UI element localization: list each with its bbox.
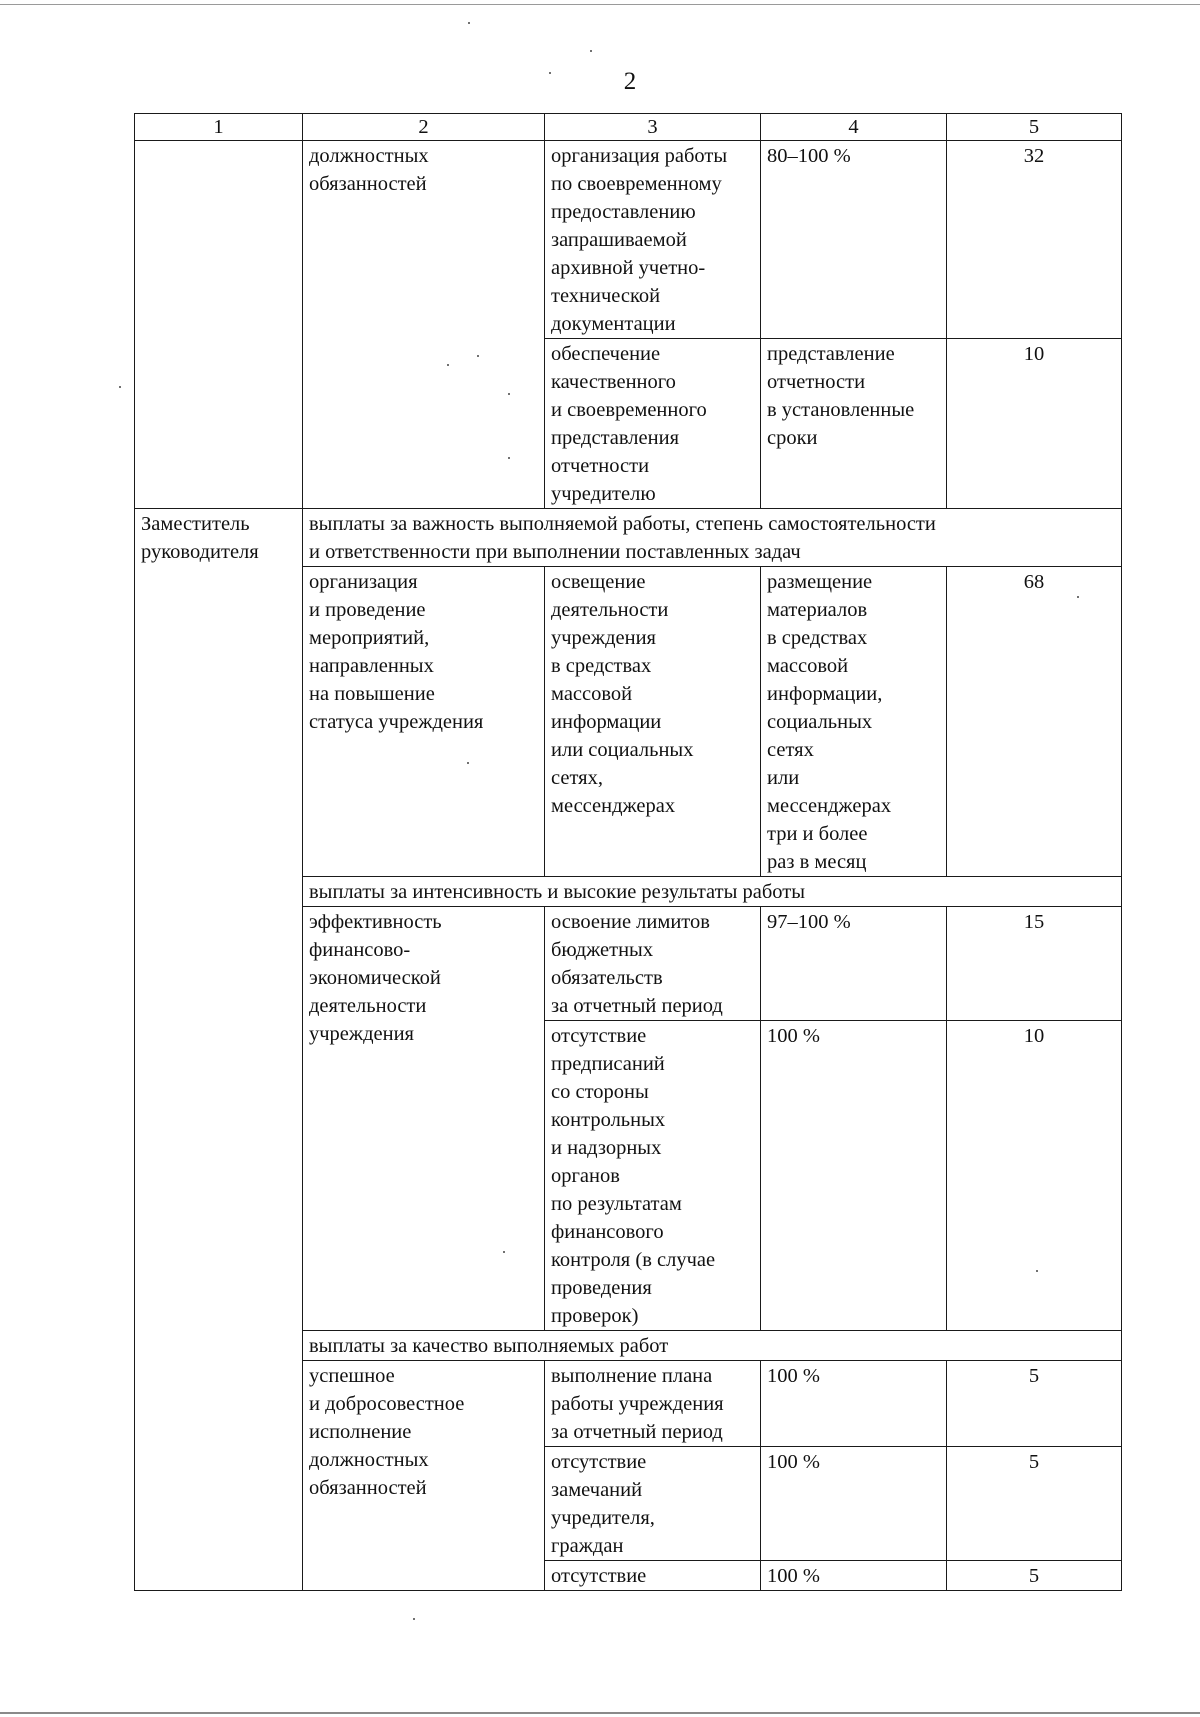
criterion-cell: отсутствие предписаний со стороны контрольных и надзорных органов по результатам финансового контроля (в случае проведения проверок) [545, 1021, 761, 1331]
points-cell: 10 [947, 1021, 1122, 1331]
position-cell: Заместитель руководителя [135, 509, 303, 1591]
points-cell: 15 [947, 907, 1122, 1021]
points-cell: 10 [947, 339, 1122, 509]
scan-speck [413, 1618, 415, 1620]
scan-speck [503, 1251, 505, 1253]
scan-speck [549, 72, 551, 74]
scan-speck [508, 393, 510, 395]
criterion-cell: выполнение плана работы учреждения за отчетный период [545, 1361, 761, 1447]
scan-speck [508, 457, 510, 459]
scan-edge-bottom [0, 1712, 1200, 1714]
header-cell: 5 [947, 114, 1122, 141]
criterion-cell: организация работы по своевременному предоставлению запрашиваемой архивной учетно- технической документации [545, 141, 761, 339]
indicator-cell: должностных обязанностей [303, 141, 545, 509]
points-cell: 5 [947, 1447, 1122, 1561]
scan-edge-top [0, 4, 1200, 5]
scan-speck [477, 355, 479, 357]
condition-cell: 100 % [761, 1361, 947, 1447]
indicator-cell: организация и проведение мероприятий, направленных на повышение статуса учреждения [303, 567, 545, 877]
condition-cell: размещение материалов в средствах массовой информации, социальных сетях или мессенджерах три и более раз в месяц [761, 567, 947, 877]
condition-cell: 80–100 % [761, 141, 947, 339]
points-cell: 68 [947, 567, 1122, 877]
section-heading: выплаты за интенсивность и высокие результаты работы [303, 877, 1122, 907]
section-heading: выплаты за качество выполняемых работ [303, 1331, 1122, 1361]
criterion-cell: отсутствие [545, 1561, 761, 1591]
section-row [135, 509, 1122, 567]
header-cell: 1 [135, 114, 303, 141]
criterion-cell: отсутствие замечаний учредителя, граждан [545, 1447, 761, 1561]
header-cell: 3 [545, 114, 761, 141]
scan-speck [119, 386, 121, 388]
table-header-row [135, 114, 1122, 141]
scan-speck [1036, 1270, 1038, 1272]
scan-speck [590, 50, 592, 52]
header-cell: 4 [761, 114, 947, 141]
condition-cell: 100 % [761, 1561, 947, 1591]
criterion-cell: освоение лимитов бюджетных обязательств за отчетный период [545, 907, 761, 1021]
position-cell-empty [135, 141, 303, 509]
criteria-table [134, 113, 1122, 1591]
points-cell: 32 [947, 141, 1122, 339]
indicator-cell: успешное и добросовестное исполнение должностных обязанностей [303, 1361, 545, 1591]
condition-cell: 100 % [761, 1021, 947, 1331]
points-cell: 5 [947, 1561, 1122, 1591]
criterion-cell: освещение деятельности учреждения в средствах массовой информации или социальных сетях, мессенджерах [545, 567, 761, 877]
section-heading: выплаты за важность выполняемой работы, степень самостоятельности и ответственности при выполнении поставленных задач [303, 509, 1122, 567]
condition-cell: представление отчетности в установленные сроки [761, 339, 947, 509]
criterion-cell: обеспечение качественного и своевременного представления отчетности учредителю [545, 339, 761, 509]
indicator-cell: эффективность финансово- экономической деятельности учреждения [303, 907, 545, 1331]
table-row [135, 141, 1122, 339]
page-number: 2 [623, 68, 637, 95]
condition-cell: 100 % [761, 1447, 947, 1561]
points-cell: 5 [947, 1361, 1122, 1447]
header-cell: 2 [303, 114, 545, 141]
scan-speck [467, 762, 469, 764]
scan-speck [468, 22, 470, 24]
scan-speck [1077, 596, 1079, 598]
condition-cell: 97–100 % [761, 907, 947, 1021]
scan-speck [447, 364, 449, 366]
